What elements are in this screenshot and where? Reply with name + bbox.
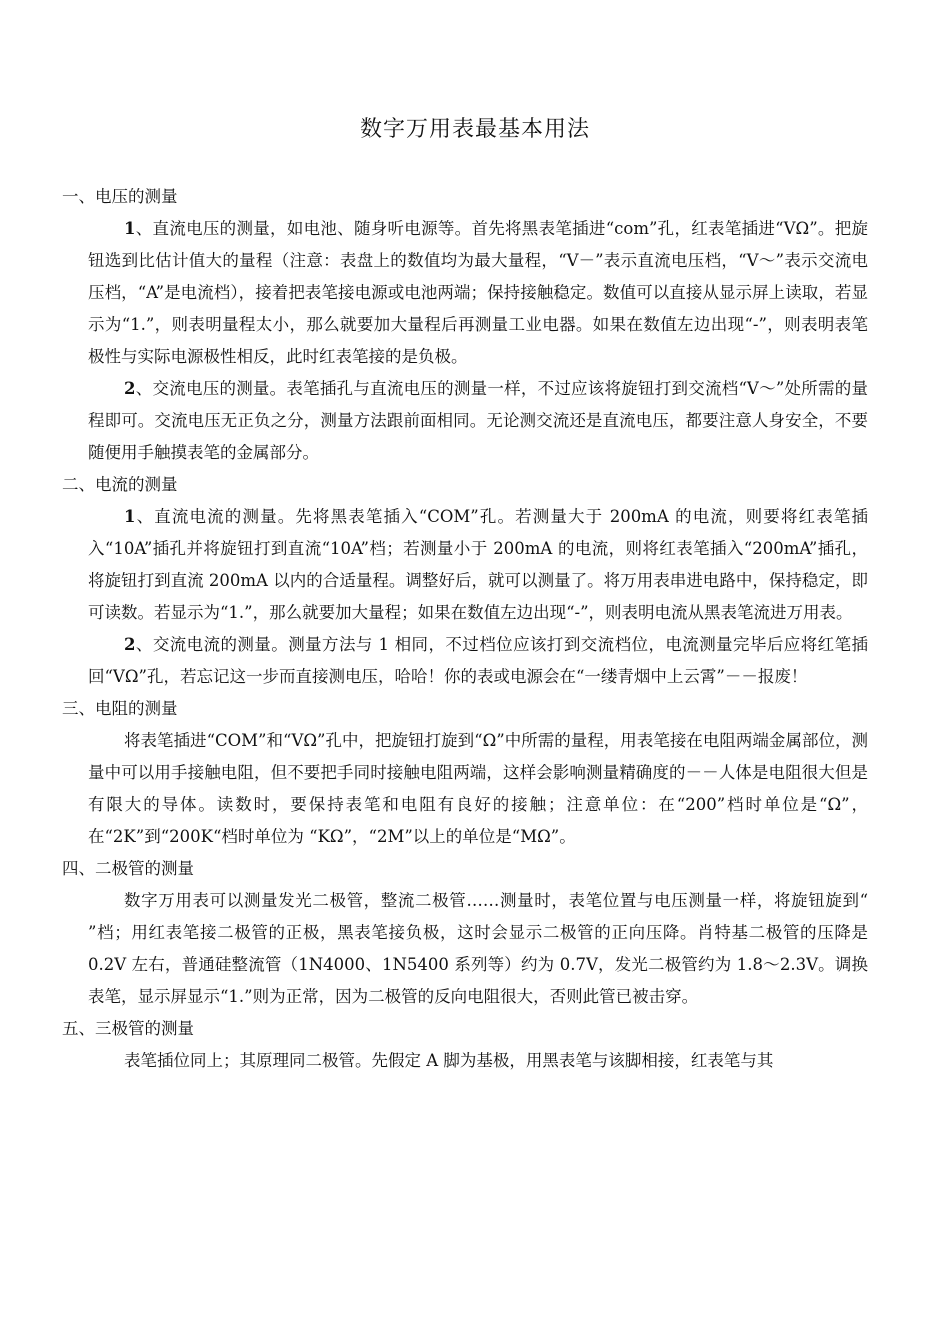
paragraph xyxy=(62,725,868,853)
section-heading: 二、电流的测量 xyxy=(62,475,178,494)
section-heading: 一、电压的测量 xyxy=(62,187,178,206)
paragraph xyxy=(62,1045,868,1077)
paragraph-text: 、交流电流的测量。测量方法与 1 相同，不过档位应该打到交流档位，电流测量完毕后应将红笔插回“VΩ”孔，若忘记这一步而直接测电压，哈哈！你的表或电源会在“一缕青烟中上云霄”－－报废！ xyxy=(88,635,868,686)
paragraph-text: 将表笔插进“COM”和“VΩ”孔中，把旋钮打旋到“Ω”中所需的量程，用表笔接在电阻两端金属部位，测量中可以用手接触电阻，但不要把手同时接触电阻两端，这样会影响测量精确度的－－人体是电阻很大但是有限大的导体。读数时，要保持表笔和电阻有良好的接触；注意单位：在“200”档时单位是“Ω”，在“2K”到“200K“档时单位为 “KΩ”，“2M”以上的单位是“MΩ”。 xyxy=(88,731,868,846)
paragraph xyxy=(62,885,868,1013)
document-title: 数字万用表最基本用法 xyxy=(359,117,590,142)
paragraph-text: 、直流电压的测量，如电池、随身听电源等。首先将黑表笔插进“com”孔，红表笔插进“VΩ”。把旋钮选到比估计值大的量程（注意：表盘上的数值均为最大量程，“V－”表示直流电压档，“V～”表示交流电压档，“A”是电流档），接着把表笔接电源或电池两端；保持接触稳定。数值可以直接从显示屏上读取，若显示为“1.”，则表明量程太小，那么就要加大量程后再测量工业电器。如果在数值左边出现“-”，则表明表笔极性与实际电源极性相反，此时红表笔接的是负极。 xyxy=(88,219,868,366)
section-transistor xyxy=(62,1013,868,1077)
paragraph-number: 1 xyxy=(124,219,136,238)
paragraph-number: 1 xyxy=(124,507,136,526)
section-heading: 四、二极管的测量 xyxy=(62,859,194,878)
paragraph xyxy=(62,373,868,469)
paragraph-number: 2 xyxy=(124,379,136,398)
paragraph-text: 、直流电流的测量。先将黑表笔插入“COM”孔。若测量大于 200mA 的电流，则要将红表笔插入“10A”插孔并将旋钮打到直流“10A”档；若测量小于 200mA 的电流，则将红表笔插入“200mA”插孔，将旋钮打到直流 200mA 以内的合适量程。调整好后，就可以测量了。将万用表串进电路中，保持稳定，即可读数。若显示为“1.”，那么就要加大量程；如果在数值左边出现“-”，则表明电流从黑表笔流进万用表。 xyxy=(88,507,868,622)
section-resistance xyxy=(62,693,868,853)
section-diode xyxy=(62,853,868,1013)
paragraph-number: 2 xyxy=(124,635,136,654)
paragraph xyxy=(62,629,868,693)
document-body xyxy=(62,181,868,1077)
paragraph-text: 数字万用表可以测量发光二极管，整流二极管……测量时，表笔位置与电压测量一样，将旋钮旋到“ ”档；用红表笔接二极管的正极，黑表笔接负极，这时会显示二极管的正向压降。肖特基二极管的压降是 0.2V 左右，普通硅整流管（1N4000、1N5400 系列等）约为 0.7V，发光二极管约为 1.8～2.3V。调换表笔，显示屏显示“1.”则为正常，因为二极管的反向电阻很大，否则此管已被击穿。 xyxy=(88,891,868,1006)
paragraph xyxy=(62,501,868,629)
section-heading: 三、电阻的测量 xyxy=(62,699,178,718)
paragraph xyxy=(62,213,868,373)
section-voltage xyxy=(62,181,868,469)
section-current xyxy=(62,469,868,693)
paragraph-text: 表笔插位同上；其原理同二极管。先假定 A 脚为基极，用黑表笔与该脚相接，红表笔与其 xyxy=(124,1051,774,1070)
paragraph-text: 、交流电压的测量。表笔插孔与直流电压的测量一样，不过应该将旋钮打到交流档“V～”处所需的量程即可。交流电压无正负之分，测量方法跟前面相同。无论测交流还是直流电压，都要注意人身安全，不要随便用手触摸表笔的金属部分。 xyxy=(88,379,868,462)
section-heading: 五、三极管的测量 xyxy=(62,1019,194,1038)
